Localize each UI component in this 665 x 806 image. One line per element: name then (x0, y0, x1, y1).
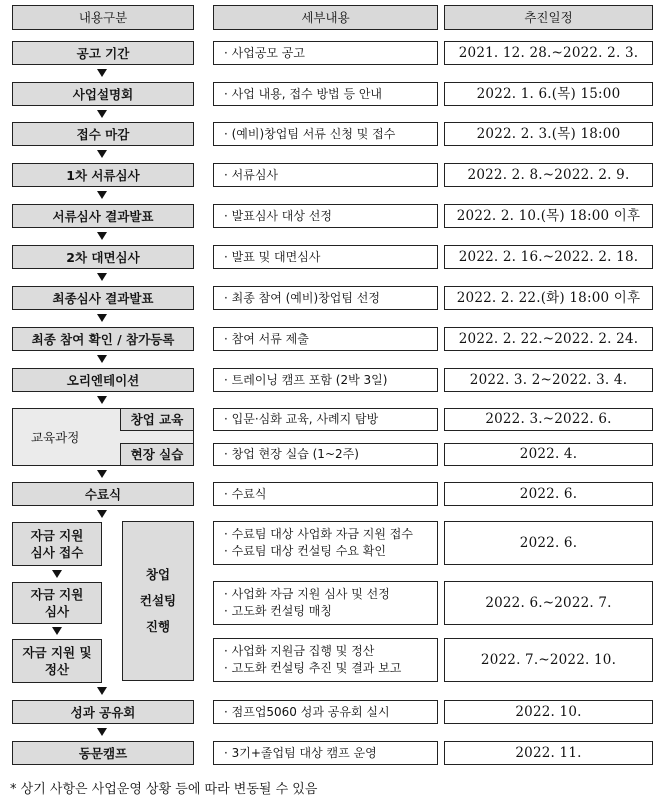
category-info-session: 사업설명회 (12, 82, 194, 106)
category-fund-application: 자금 지원 심사 접수 (12, 522, 102, 566)
header-schedule: 추진일정 (444, 5, 653, 30)
category-graduation: 수료식 (12, 482, 194, 506)
detail-registration: · 참여 서류 제출 (213, 327, 438, 351)
down-arrow-icon (97, 273, 107, 281)
down-arrow-icon (97, 69, 107, 77)
date-orientation: 2022. 3. 2~2022. 3. 4. (444, 368, 653, 392)
down-arrow-icon (97, 687, 107, 695)
category-orientation: 오리엔테이션 (12, 368, 194, 392)
date-interview: 2022. 2. 16.~2022. 2. 18. (444, 245, 653, 269)
detail-line: · 고도화 컨설팅 매칭 (224, 604, 332, 618)
category-startup-education: 창업 교육 (120, 408, 194, 431)
date-startup-education: 2022. 3.~2022. 6. (444, 408, 653, 431)
down-arrow-icon (97, 232, 107, 240)
detail-final-result: · 최종 참여 (예비)창업팀 선정 (213, 286, 438, 310)
date-document-review: 2022. 2. 8.~2022. 2. 9. (444, 163, 653, 187)
detail-fund-review (213, 581, 438, 625)
date-announcement: 2021. 12. 28.~2022. 2. 3. (444, 41, 653, 65)
category-interview: 2차 대면심사 (12, 245, 194, 269)
detail-document-result: · 발표심사 대상 선정 (213, 204, 438, 228)
header-category: 내용구분 (12, 5, 194, 30)
detail-line: · 수료팀 대상 사업화 자금 지원 접수 (224, 527, 413, 541)
down-arrow-icon (97, 191, 107, 199)
down-arrow-icon (97, 355, 107, 363)
detail-document-review: · 서류심사 (213, 163, 438, 187)
detail-interview: · 발표 및 대면심사 (213, 245, 438, 269)
detail-field-practice: · 창업 현장 실습 (1~2주) (213, 443, 438, 466)
detail-alumni-camp: · 3기+졸업팀 대상 캠프 운영 (213, 741, 438, 765)
detail-orientation: · 트레이닝 캠프 포함 (2박 3일) (213, 368, 438, 392)
down-arrow-icon (97, 396, 107, 404)
down-arrow-icon (97, 314, 107, 322)
category-deadline: 접수 마감 (12, 122, 194, 146)
header-detail: 세부내용 (213, 5, 438, 30)
detail-deadline: · (예비)창업팀 서류 신청 및 접수 (213, 122, 438, 146)
category-alumni-camp: 동문캠프 (12, 741, 194, 765)
down-arrow-icon (97, 150, 107, 158)
date-document-result: 2022. 2. 10.(목) 18:00 이후 (444, 204, 653, 228)
detail-graduation: · 수료식 (213, 482, 438, 506)
date-fund-application: 2022. 6. (444, 521, 653, 565)
date-deadline: 2022. 2. 3.(목) 18:00 (444, 122, 653, 146)
footnote: * 상기 사항은 사업운영 상황 등에 따라 변동될 수 있음 (10, 782, 318, 797)
date-info-session: 2022. 1. 6.(목) 15:00 (444, 82, 653, 106)
detail-announcement: · 사업공모 공고 (213, 41, 438, 65)
detail-line: · 수료팀 대상 컨설팅 수요 확인 (224, 544, 386, 558)
group-education: 교육과정 (12, 408, 194, 466)
date-result-sharing: 2022. 10. (444, 700, 653, 724)
group-consulting: 창업 컨설팅 진행 (122, 521, 194, 681)
category-fund-settlement: 자금 지원 및 정산 (12, 639, 102, 683)
detail-line: · 고도화 컨설팅 추진 및 결과 보고 (224, 661, 402, 675)
detail-fund-settlement (213, 638, 438, 682)
down-arrow-icon (97, 110, 107, 118)
detail-fund-application (213, 521, 438, 565)
date-graduation: 2022. 6. (444, 482, 653, 506)
date-field-practice: 2022. 4. (444, 443, 653, 466)
detail-result-sharing: · 점프업5060 성과 공유회 실시 (213, 700, 438, 724)
down-arrow-icon (97, 728, 107, 736)
down-arrow-icon (97, 510, 107, 518)
detail-startup-education: · 입문·심화 교육, 사례지 탐방 (213, 408, 438, 431)
down-arrow-icon (97, 470, 107, 478)
down-arrow-icon (52, 570, 62, 578)
category-announcement: 공고 기간 (12, 41, 194, 65)
detail-info-session: · 사업 내용, 접수 방법 등 안내 (213, 82, 438, 106)
category-document-result: 서류심사 결과발표 (12, 204, 194, 228)
date-alumni-camp: 2022. 11. (444, 741, 653, 765)
category-registration: 최종 참여 확인 / 참가등록 (12, 327, 194, 351)
detail-line: · 사업화 자금 지원 심사 및 선정 (224, 587, 390, 601)
category-field-practice: 현장 실습 (120, 443, 194, 466)
down-arrow-icon (52, 627, 62, 635)
date-final-result: 2022. 2. 22.(화) 18:00 이후 (444, 286, 653, 310)
category-result-sharing: 성과 공유회 (12, 700, 194, 724)
date-fund-settlement: 2022. 7.~2022. 10. (444, 638, 653, 682)
category-document-review: 1차 서류심사 (12, 163, 194, 187)
detail-line: · 사업화 지원금 집행 및 정산 (224, 644, 375, 658)
category-final-result: 최종심사 결과발표 (12, 286, 194, 310)
date-fund-review: 2022. 6.~2022. 7. (444, 581, 653, 625)
category-fund-review: 자금 지원 심사 (12, 582, 102, 624)
date-registration: 2022. 2. 22.~2022. 2. 24. (444, 327, 653, 351)
